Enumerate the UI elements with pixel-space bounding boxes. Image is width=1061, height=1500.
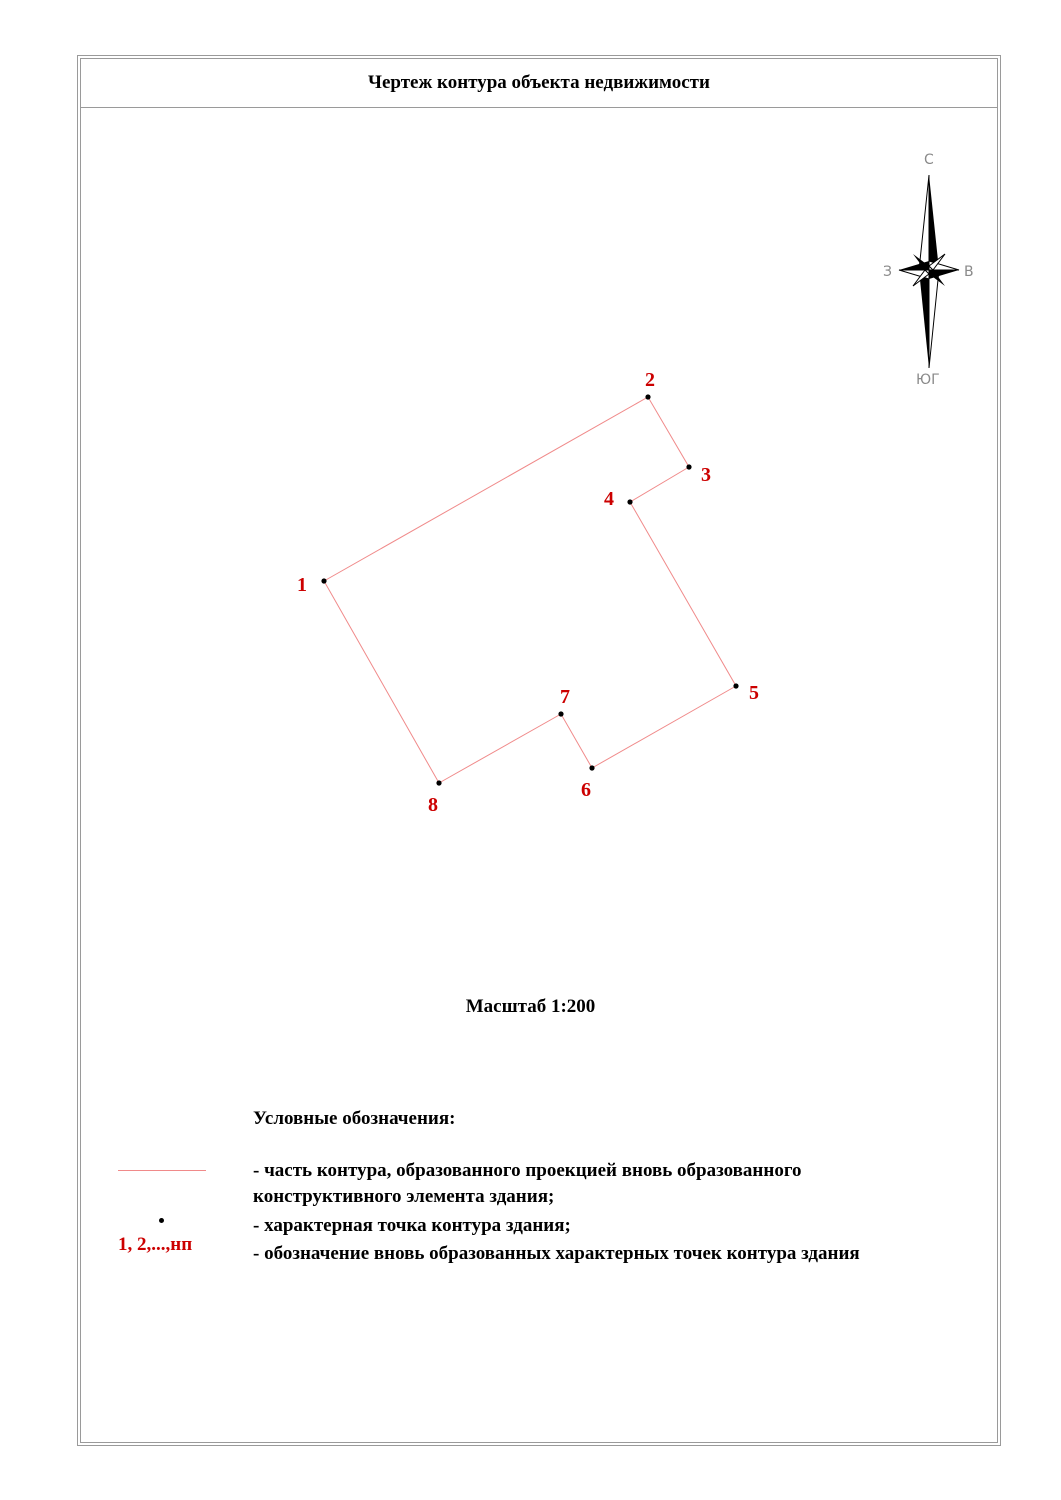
legend-point-sample xyxy=(159,1218,164,1223)
legend-label-description: - обозначение вновь образованных характерных точек контура здания xyxy=(253,1243,860,1264)
legend-title: Условные обозначения: xyxy=(253,1108,456,1129)
compass-east-label: В xyxy=(964,264,974,280)
point-label-5: 5 xyxy=(749,682,759,704)
point-label-6: 6 xyxy=(581,779,591,801)
legend-label-sample: 1, 2,...,нп xyxy=(118,1234,193,1255)
legend-line-sample xyxy=(118,1170,206,1171)
point-label-3: 3 xyxy=(701,464,711,486)
page-title: Чертеж контура объекта недвижимости xyxy=(368,71,710,93)
compass-rose-icon xyxy=(899,175,959,368)
legend-line-description-1: - часть контура, образованного проекцией вновь образованного xyxy=(253,1160,802,1181)
point-label-7: 7 xyxy=(560,686,570,708)
contour-point-5 xyxy=(733,683,738,688)
point-label-8: 8 xyxy=(428,794,438,816)
compass-north-label: С xyxy=(924,152,934,168)
compass-west-label: З xyxy=(883,264,892,280)
legend-line-description-2: конструктивного элемента здания; xyxy=(253,1186,555,1207)
contour-point-7 xyxy=(558,711,563,716)
building-contour xyxy=(324,397,736,783)
contour-point-2 xyxy=(645,394,650,399)
contour-point-6 xyxy=(589,765,594,770)
point-label-1: 1 xyxy=(297,574,307,596)
scale-label: Масштаб 1:200 xyxy=(465,996,596,1017)
contour-point-8 xyxy=(436,780,441,785)
legend-point-description: - характерная точка контура здания; xyxy=(253,1215,571,1236)
contour-point-4 xyxy=(627,499,632,504)
point-label-2: 2 xyxy=(645,369,655,391)
contour-point-3 xyxy=(686,464,691,469)
point-label-4: 4 xyxy=(604,488,614,510)
contour-point-1 xyxy=(321,578,326,583)
compass-south-label: ЮГ xyxy=(916,372,940,388)
